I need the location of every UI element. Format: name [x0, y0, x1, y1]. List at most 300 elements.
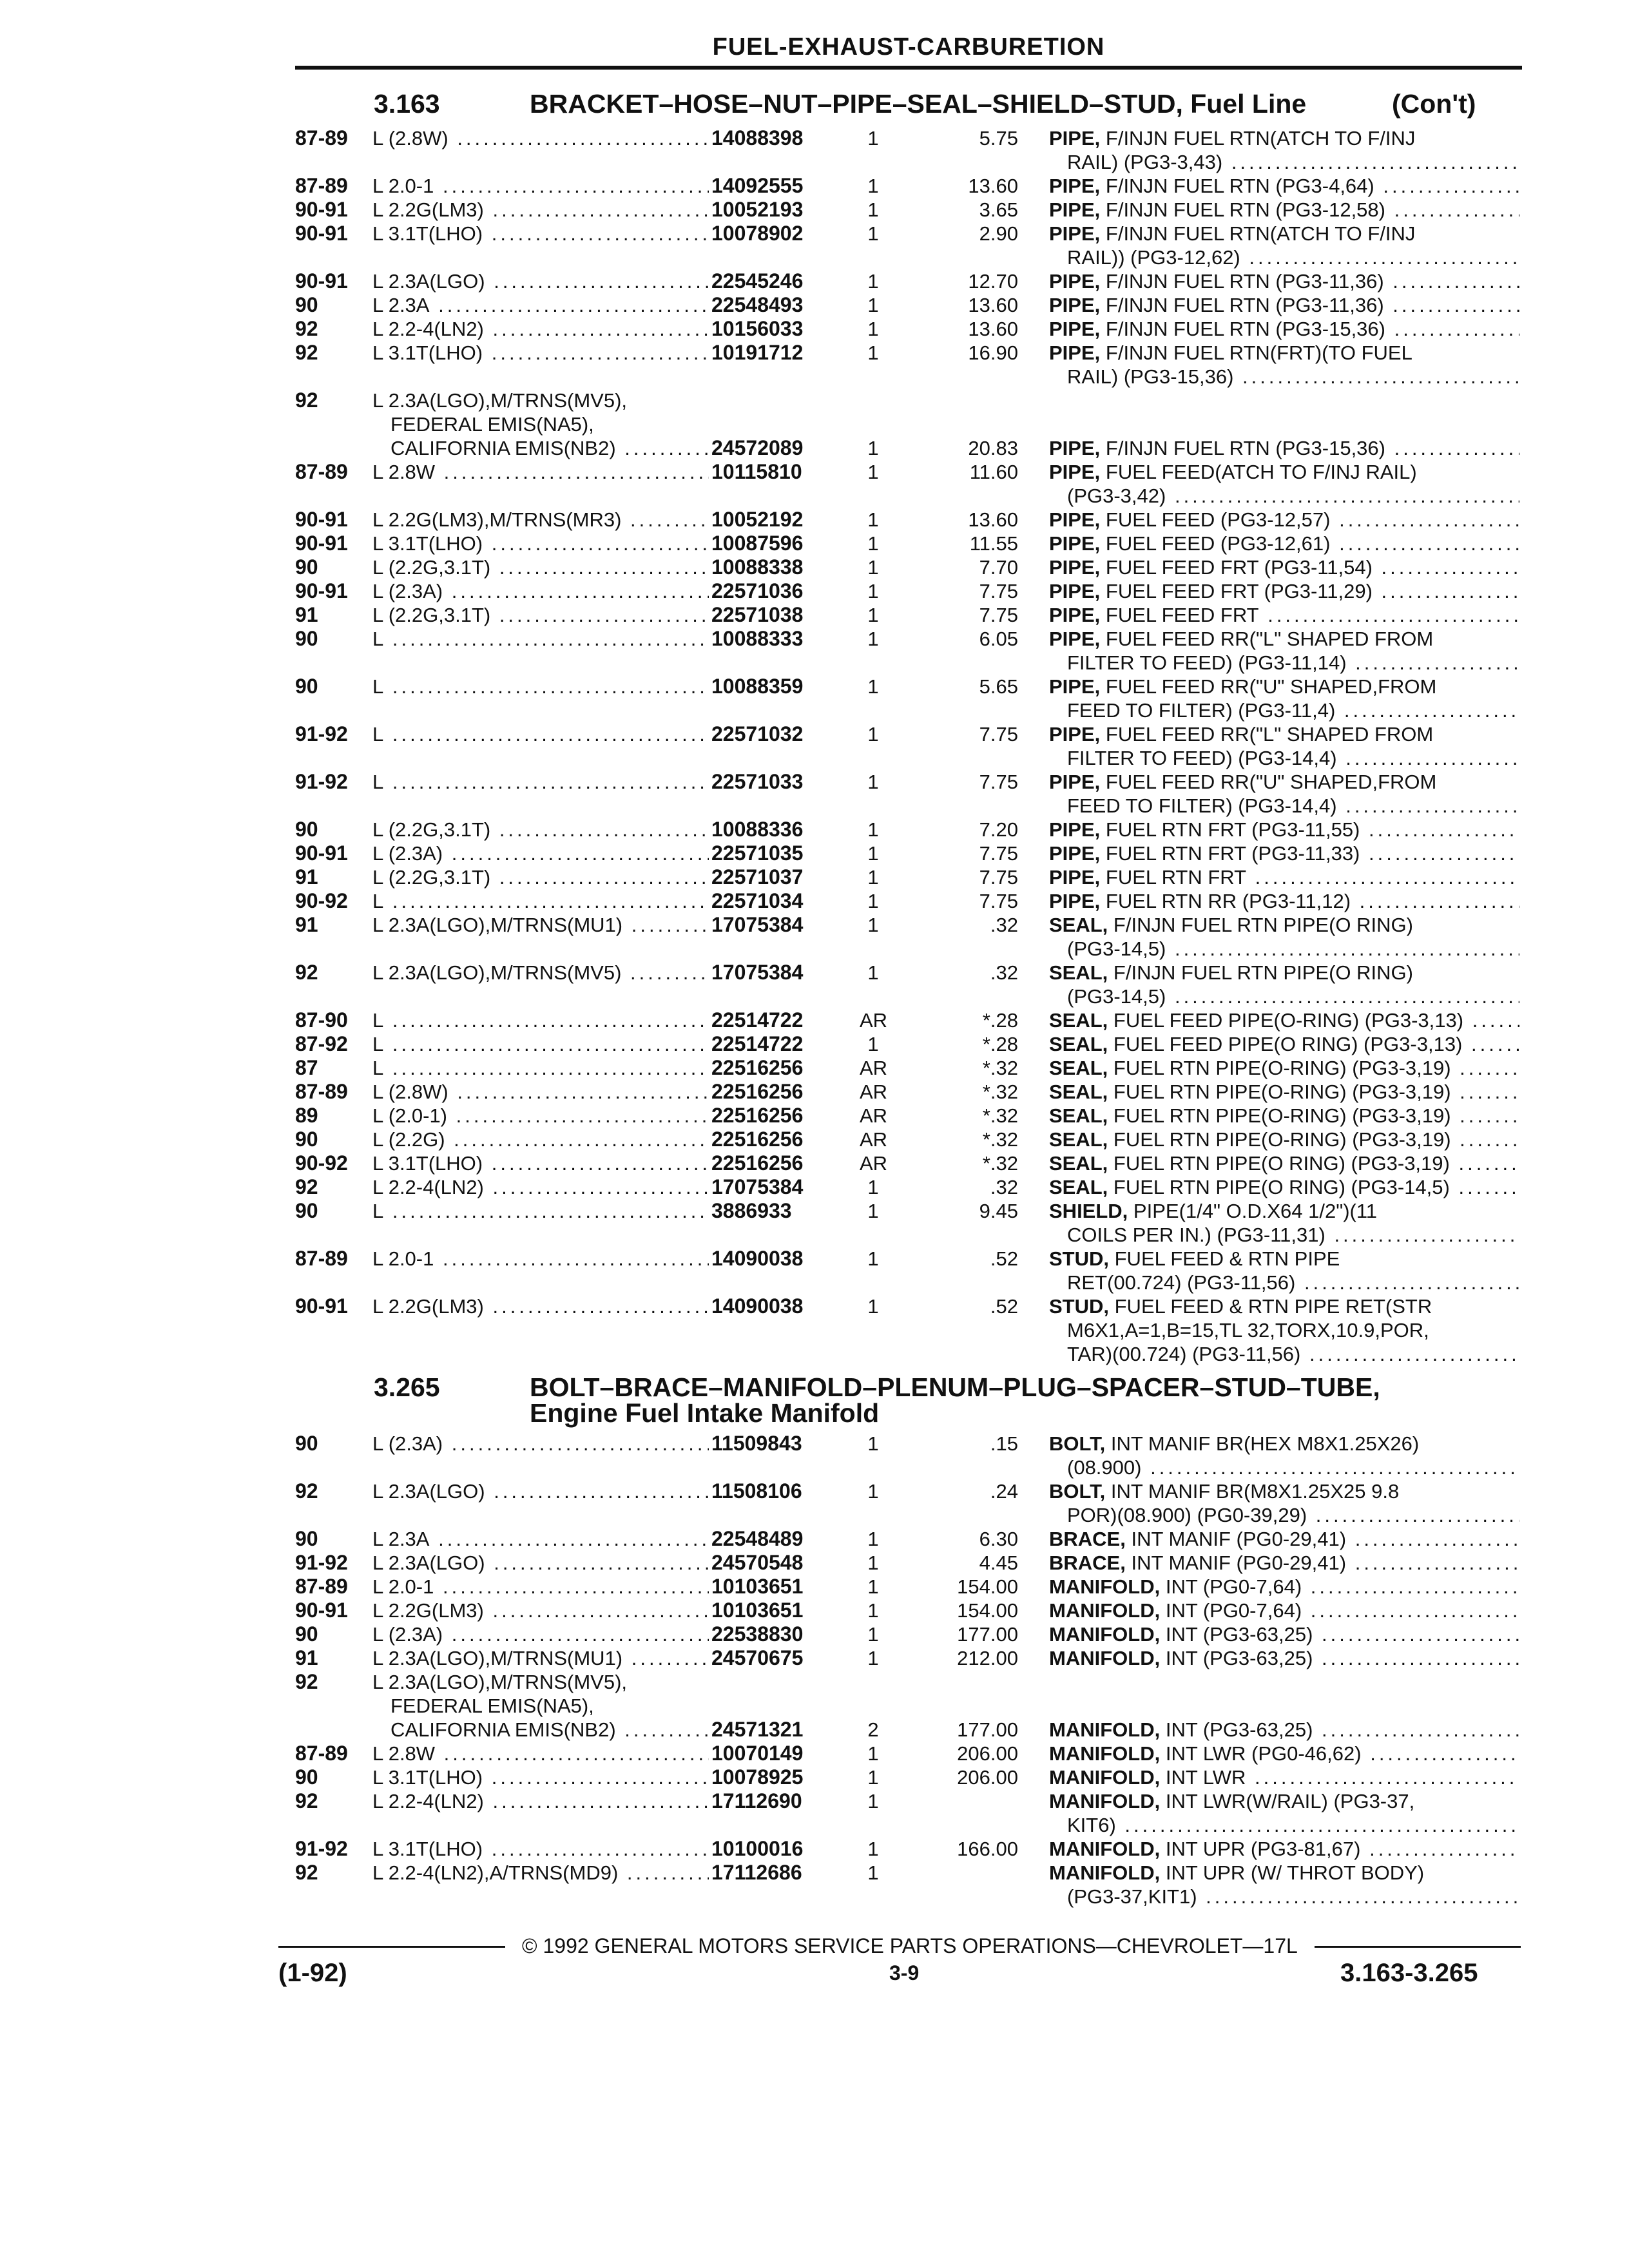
fitment: L (2.3A) ..... — [372, 841, 709, 865]
quantity: 1 — [867, 556, 879, 579]
description — [1049, 532, 1519, 555]
description-continued: (PG3-14,5) ..... — [1067, 937, 1519, 961]
description-text: FUEL FEED PIPE(O RING) (PG3-3,13) — [1113, 1033, 1463, 1055]
quantity: 1 — [867, 628, 879, 650]
description-text: FUEL RTN FRT (PG3-11,33) — [1105, 842, 1360, 865]
description-text: FUEL FEED RR("L" SHAPED FROM — [1105, 723, 1434, 745]
part-number: 24570548 — [711, 1551, 804, 1574]
part-number: 14088398 — [711, 126, 804, 149]
description — [1049, 1527, 1519, 1551]
price: 7.75 — [979, 604, 1018, 626]
section-title: BRACKET–HOSE–NUT–PIPE–SEAL–SHIELD–STUD, Fuel Line — [530, 89, 1307, 119]
fitment: L 2.8W ..... — [372, 1742, 709, 1765]
description-text: INT MANIF BR(M8X1.25X25 9.8 — [1110, 1480, 1400, 1503]
fitment: L 3.1T(LHO) ..... — [372, 1837, 709, 1861]
part-number: 10088338 — [711, 555, 804, 579]
price: 9.45 — [979, 1200, 1018, 1222]
price: 11.60 — [969, 461, 1018, 483]
part-name: PIPE, — [1049, 866, 1101, 889]
quantity: 1 — [867, 222, 879, 245]
description-text: PIPE(1/4" O.D.X64 1/2")(11 — [1133, 1200, 1378, 1222]
description-text: FUEL FEED RR("U" SHAPED,FROM — [1105, 771, 1437, 793]
price: 11.55 — [969, 532, 1018, 555]
description — [1049, 508, 1519, 532]
description-continued: FILTER TO FEED) (PG3-14,4) ..... — [1067, 746, 1519, 770]
description-text: INT (PG3-63,25) — [1165, 1718, 1313, 1741]
description — [1049, 1151, 1519, 1175]
part-number: 22548489 — [711, 1527, 804, 1550]
fitment: L 3.1T(LHO) ..... — [372, 532, 709, 555]
model-years: 90-92 — [295, 1151, 348, 1175]
model-years: 90 — [295, 1765, 318, 1789]
part-number: 22514722 — [711, 1032, 804, 1055]
description-text: F/INJN FUEL RTN (PG3-11,36) — [1105, 270, 1384, 293]
quantity: 1 — [867, 1575, 879, 1598]
part-name: STUD, — [1049, 1247, 1109, 1270]
description-text: INT LWR(W/RAIL) (PG3-37, — [1165, 1790, 1415, 1812]
fitment: L (2.2G,3.1T) ..... — [372, 865, 709, 889]
fitment: L ..... — [372, 1199, 709, 1223]
fitment: L 3.1T(LHO) ..... — [372, 341, 709, 365]
quantity: 1 — [867, 890, 879, 912]
description-continued: RAIL)) (PG3-12,62) ..... — [1067, 245, 1519, 269]
fitment: FEDERAL EMIS(NA5), — [390, 1695, 594, 1717]
description — [1049, 1551, 1519, 1575]
description-text: F/INJN FUEL RTN(FRT)(TO FUEL — [1105, 341, 1412, 364]
model-years: 87-89 — [295, 1575, 348, 1598]
model-years: 90-91 — [295, 269, 348, 293]
fitment: L ..... — [372, 1032, 709, 1056]
description-text: FUEL RTN PIPE(O-RING) (PG3-3,19) — [1113, 1081, 1451, 1103]
description-text: FUEL RTN RR (PG3-11,12) — [1105, 890, 1351, 912]
section-continued: (Con't) — [1392, 89, 1476, 119]
description — [1049, 818, 1519, 841]
part-number: 11508106 — [711, 1479, 802, 1503]
part-number: 10052193 — [711, 198, 804, 221]
fitment: L (2.3A) ..... — [372, 1622, 709, 1646]
part-number: 22571036 — [711, 579, 804, 602]
price: 177.00 — [957, 1623, 1018, 1646]
fitment: L ..... — [372, 770, 709, 794]
fitment: L 2.2G(LM3) ..... — [372, 1599, 709, 1622]
price: 13.60 — [968, 318, 1018, 340]
fitment: L 2.3A(LGO),M/TRNS(MV5), — [372, 1671, 628, 1693]
quantity: 1 — [867, 1838, 879, 1860]
description — [1049, 126, 1519, 150]
price: 154.00 — [957, 1599, 1018, 1622]
part-number: 10100016 — [711, 1837, 804, 1860]
description-text: F/INJN FUEL RTN(ATCH TO F/INJ — [1105, 222, 1416, 245]
description-continued: (PG3-37,KIT1) ..... — [1067, 1885, 1519, 1908]
description-text: FUEL FEED PIPE(O-RING) (PG3-3,13) — [1113, 1009, 1464, 1032]
model-years: 91 — [295, 1646, 318, 1669]
description — [1049, 1479, 1519, 1503]
description-continued: (PG3-3,42) ..... — [1067, 484, 1519, 508]
part-number: 22514722 — [711, 1008, 804, 1032]
part-number: 10078902 — [711, 222, 804, 245]
model-years: 90-91 — [295, 222, 348, 245]
quantity: 1 — [867, 914, 879, 936]
description-continued: M6X1,A=1,B=15,TL 32,TORX,10.9,POR, — [1067, 1319, 1429, 1341]
part-number: 22516256 — [711, 1151, 804, 1175]
part-name: PIPE, — [1049, 127, 1101, 149]
part-number: 10103651 — [711, 1599, 804, 1622]
part-number: 14090038 — [711, 1247, 804, 1270]
model-years: 87 — [295, 1056, 318, 1079]
description — [1049, 1765, 1519, 1789]
description-continued: POR)(08.900) (PG0-39,29) ..... — [1067, 1503, 1519, 1527]
part-number: 24571321 — [711, 1718, 804, 1741]
fitment: L ..... — [372, 722, 709, 746]
description-text: FUEL FEED(ATCH TO F/INJ RAIL) — [1105, 461, 1417, 483]
part-number: 22571035 — [711, 841, 804, 865]
description-text: FUEL RTN PIPE(O-RING) (PG3-3,19) — [1113, 1104, 1451, 1127]
description-continued: FEED TO FILTER) (PG3-11,4) ..... — [1067, 698, 1519, 722]
fitment: L 2.2-4(LN2) ..... — [372, 317, 709, 341]
model-years: 91-92 — [295, 1551, 348, 1574]
description — [1049, 317, 1519, 341]
fitment: L 2.2G(LM3) ..... — [372, 1294, 709, 1318]
description-text: FUEL FEED RR("U" SHAPED,FROM — [1105, 675, 1437, 698]
description-text: FUEL FEED FRT — [1105, 604, 1259, 626]
part-number: 10156033 — [711, 317, 804, 340]
description-text: FUEL FEED RR("L" SHAPED FROM — [1105, 628, 1434, 650]
fitment: L (2.0-1) ..... — [372, 1104, 709, 1128]
model-years: 92 — [295, 1861, 318, 1884]
model-years: 90-91 — [295, 579, 348, 602]
description-text: FUEL RTN FRT (PG3-11,55) — [1105, 818, 1360, 841]
part-name: MANIFOLD, — [1049, 1861, 1161, 1884]
model-years: 90 — [295, 1527, 318, 1550]
part-name: PIPE, — [1049, 604, 1101, 626]
model-years: 90 — [295, 1622, 318, 1646]
quantity: 1 — [867, 723, 879, 745]
price: 2.90 — [979, 222, 1018, 245]
fitment: L 2.3A(LGO),M/TRNS(MU1) ..... — [372, 913, 709, 937]
fitment: L (2.3A) ..... — [372, 1432, 709, 1456]
model-years: 90-91 — [295, 508, 348, 531]
part-name: PIPE, — [1049, 723, 1101, 745]
part-name: PIPE, — [1049, 508, 1101, 531]
price: 4.45 — [979, 1552, 1018, 1574]
description — [1049, 1294, 1519, 1318]
part-name: SEAL, — [1049, 1152, 1108, 1175]
fitment: L 2.3A ..... — [372, 1527, 709, 1551]
quantity: AR — [860, 1104, 888, 1127]
model-years: 87-89 — [295, 126, 348, 149]
part-name: MANIFOLD, — [1049, 1790, 1161, 1812]
description-text: FUEL FEED (PG3-12,57) — [1105, 508, 1331, 531]
quantity: 1 — [867, 866, 879, 889]
description — [1049, 1247, 1519, 1271]
model-years: 90 — [295, 675, 318, 698]
price: 7.70 — [979, 556, 1018, 579]
description-continued: RAIL) (PG3-15,36) ..... — [1067, 365, 1519, 389]
fitment: L 2.0-1 ..... — [372, 1575, 709, 1599]
quantity: 1 — [867, 198, 879, 221]
description — [1049, 627, 1519, 651]
price: .15 — [990, 1432, 1018, 1455]
description-continued: (08.900) ..... — [1067, 1456, 1519, 1479]
price: 7.75 — [979, 866, 1018, 889]
part-number: 17112686 — [711, 1861, 802, 1884]
model-years: 87-89 — [295, 1247, 348, 1270]
part-number: 14092555 — [711, 174, 804, 197]
model-years: 91 — [295, 603, 318, 626]
fitment: L (2.8W) ..... — [372, 126, 709, 150]
model-years: 90-91 — [295, 841, 348, 865]
description — [1049, 1432, 1519, 1456]
price: 7.20 — [979, 818, 1018, 841]
description-text: F/INJN FUEL RTN (PG3-15,36) — [1105, 318, 1385, 340]
part-number: 22571037 — [711, 865, 804, 889]
part-number: 14090038 — [711, 1294, 804, 1318]
price: *.32 — [982, 1104, 1018, 1127]
model-years: 90 — [295, 293, 318, 316]
price: .24 — [990, 1480, 1018, 1503]
price: 166.00 — [957, 1838, 1018, 1860]
price: 7.75 — [979, 580, 1018, 602]
price: .32 — [990, 914, 1018, 936]
part-name: MANIFOLD, — [1049, 1575, 1161, 1598]
fitment: L ..... — [372, 1008, 709, 1032]
part-name: SHIELD, — [1049, 1200, 1128, 1222]
part-name: MANIFOLD, — [1049, 1623, 1161, 1646]
description — [1049, 1789, 1519, 1813]
fitment: L ..... — [372, 889, 709, 913]
part-number: 10088333 — [711, 627, 804, 650]
part-number: 22571032 — [711, 722, 804, 745]
part-name: MANIFOLD, — [1049, 1838, 1161, 1860]
description — [1049, 1646, 1519, 1670]
part-name: SEAL, — [1049, 961, 1108, 984]
price: 12.70 — [968, 270, 1018, 293]
part-number: 22516256 — [711, 1080, 804, 1103]
model-years: 92 — [295, 1789, 318, 1812]
part-name: PIPE, — [1049, 771, 1101, 793]
description-text: INT MANIF (PG0-29,41) — [1131, 1528, 1347, 1550]
fitment: L 2.2-4(LN2),A/TRNS(MD9) ..... — [372, 1861, 709, 1885]
model-years: 90 — [295, 818, 318, 841]
description — [1049, 1742, 1519, 1765]
part-number: 22538830 — [711, 1622, 804, 1646]
part-name: PIPE, — [1049, 675, 1101, 698]
part-number: 22571034 — [711, 889, 804, 912]
quantity: 1 — [867, 1432, 879, 1455]
fitment: L 2.3A(LGO),M/TRNS(MV5) ..... — [372, 961, 709, 985]
model-years: 90 — [295, 627, 318, 650]
description-text: INT UPR (W/ THROT BODY) — [1165, 1861, 1425, 1884]
description — [1049, 460, 1519, 484]
fitment: FEDERAL EMIS(NA5), — [390, 413, 594, 436]
description-text: F/INJN FUEL RTN (PG3-12,58) — [1105, 198, 1385, 221]
part-name: SEAL, — [1049, 1081, 1108, 1103]
quantity: 1 — [867, 1766, 879, 1789]
fitment: L 2.3A(LGO) ..... — [372, 1479, 709, 1503]
fitment: L 3.1T(LHO) ..... — [372, 1151, 709, 1175]
quantity: 1 — [867, 461, 879, 483]
model-years: 90-91 — [295, 1599, 348, 1622]
description-text: FUEL FEED FRT (PG3-11,54) — [1105, 556, 1373, 579]
fitment: L 2.3A ..... — [372, 293, 709, 317]
quantity: AR — [860, 1081, 888, 1103]
description — [1049, 1056, 1519, 1080]
description-text: FUEL RTN FRT — [1105, 866, 1247, 889]
description-text: INT LWR — [1165, 1766, 1246, 1789]
fitment: L ..... — [372, 675, 709, 698]
description-text: INT (PG3-63,25) — [1165, 1647, 1313, 1669]
model-years: 92 — [295, 961, 318, 984]
model-years: 90 — [295, 555, 318, 579]
part-name: MANIFOLD, — [1049, 1766, 1161, 1789]
fitment: L 2.3A(LGO) ..... — [372, 1551, 709, 1575]
part-number: 10078925 — [711, 1765, 804, 1789]
quantity: 1 — [867, 1599, 879, 1622]
price: 16.90 — [968, 341, 1018, 364]
description — [1049, 555, 1519, 579]
quantity: 1 — [867, 1647, 879, 1669]
quantity: 1 — [867, 318, 879, 340]
part-number: 10115810 — [711, 460, 802, 483]
description — [1049, 174, 1519, 198]
quantity: AR — [860, 1009, 888, 1032]
section-range: 3.163-3.265 — [1340, 1959, 1478, 1987]
part-name: PIPE, — [1049, 842, 1101, 865]
model-years: 92 — [295, 1670, 318, 1693]
description — [1049, 841, 1519, 865]
description-continued: FEED TO FILTER) (PG3-14,4) ..... — [1067, 794, 1519, 818]
description — [1049, 1128, 1519, 1151]
description — [1049, 1837, 1519, 1861]
description-text: FUEL FEED (PG3-12,61) — [1105, 532, 1331, 555]
fitment: L 3.1T(LHO) ..... — [372, 1765, 709, 1789]
quantity: 1 — [867, 341, 879, 364]
description-text: F/INJN FUEL RTN (PG3-15,36) — [1105, 437, 1385, 459]
description-text: F/INJN FUEL RTN PIPE(O RING) — [1113, 961, 1413, 984]
part-name: PIPE, — [1049, 461, 1101, 483]
quantity: 1 — [867, 175, 879, 197]
price: 6.30 — [979, 1528, 1018, 1550]
description-text: INT MANIF (PG0-29,41) — [1131, 1552, 1347, 1574]
fitment: L (2.2G,3.1T) ..... — [372, 818, 709, 841]
part-number: 22516256 — [711, 1104, 804, 1127]
description-text: INT UPR (PG3-81,67) — [1165, 1838, 1361, 1860]
revision-date: (1-92) — [278, 1959, 347, 1987]
price: 206.00 — [957, 1742, 1018, 1765]
part-name: PIPE, — [1049, 341, 1101, 364]
price: 13.60 — [968, 508, 1018, 531]
description — [1049, 889, 1519, 913]
part-name: SEAL, — [1049, 1104, 1108, 1127]
price: 5.65 — [979, 675, 1018, 698]
quantity: 1 — [867, 1176, 879, 1198]
price: *.32 — [982, 1152, 1018, 1175]
part-number: 17112690 — [711, 1789, 802, 1812]
fitment: CALIFORNIA EMIS(NB2) ..... — [390, 436, 709, 460]
description — [1049, 293, 1519, 317]
model-years: 87-89 — [295, 460, 348, 483]
price: 154.00 — [957, 1575, 1018, 1598]
quantity: 1 — [867, 1790, 879, 1812]
description — [1049, 1199, 1519, 1223]
description — [1049, 913, 1519, 937]
quantity: 2 — [867, 1718, 879, 1741]
quantity: 1 — [867, 508, 879, 531]
fitment: L (2.2G,3.1T) ..... — [372, 555, 709, 579]
description — [1049, 1622, 1519, 1646]
fitment: L 2.3A(LGO),M/TRNS(MV5), — [372, 389, 628, 412]
part-name: PIPE, — [1049, 628, 1101, 650]
description — [1049, 1008, 1519, 1032]
quantity: AR — [860, 1152, 888, 1175]
description — [1049, 675, 1519, 698]
description-text: FUEL FEED & RTN PIPE RET(STR — [1114, 1295, 1432, 1318]
part-name: PIPE, — [1049, 270, 1101, 293]
model-years: 92 — [295, 1479, 318, 1503]
price: 206.00 — [957, 1766, 1018, 1789]
description-text: INT (PG3-63,25) — [1165, 1623, 1313, 1646]
price: .32 — [990, 961, 1018, 984]
part-number: 3886933 — [711, 1199, 792, 1222]
part-name: BRACE, — [1049, 1528, 1126, 1550]
description — [1049, 1718, 1519, 1742]
description — [1049, 436, 1519, 460]
section-number: 3.163 — [374, 89, 440, 119]
quantity: 1 — [867, 961, 879, 984]
model-years: 92 — [295, 389, 318, 412]
price: .52 — [990, 1295, 1018, 1318]
model-years: 90-92 — [295, 889, 348, 912]
description-text: FUEL RTN PIPE(O RING) (PG3-3,19) — [1113, 1152, 1450, 1175]
price: 6.05 — [979, 628, 1018, 650]
part-number: 10087596 — [711, 532, 804, 555]
part-name: SEAL, — [1049, 1128, 1108, 1151]
part-name: SEAL, — [1049, 1033, 1108, 1055]
part-name: PIPE, — [1049, 532, 1101, 555]
quantity: 1 — [867, 1623, 879, 1646]
part-number: 22571033 — [711, 770, 804, 793]
fitment: L 2.0-1 ..... — [372, 1247, 709, 1271]
description-continued: TAR)(00.724) (PG3-11,56) ..... — [1067, 1342, 1519, 1366]
part-number: 22548493 — [711, 293, 804, 316]
part-number: 24570675 — [711, 1646, 804, 1669]
price: 13.60 — [968, 175, 1018, 197]
model-years: 91-92 — [295, 1837, 348, 1860]
quantity: 1 — [867, 842, 879, 865]
model-years: 87-89 — [295, 1742, 348, 1765]
part-name: BRACE, — [1049, 1552, 1126, 1574]
section-subtitle: Engine Fuel Intake Manifold — [530, 1398, 880, 1428]
fitment: L ..... — [372, 627, 709, 651]
quantity: 1 — [867, 532, 879, 555]
description — [1049, 770, 1519, 794]
fitment: L (2.2G,3.1T) ..... — [372, 603, 709, 627]
description-text: F/INJN FUEL RTN(ATCH TO F/INJ — [1105, 127, 1416, 149]
price: 212.00 — [957, 1647, 1018, 1669]
fitment: L (2.2G) ..... — [372, 1128, 709, 1151]
description — [1049, 603, 1519, 627]
quantity: 1 — [867, 270, 879, 293]
part-name: PIPE, — [1049, 437, 1101, 459]
description — [1049, 1861, 1519, 1885]
model-years: 92 — [295, 341, 318, 364]
description-continued: KIT6) ..... — [1067, 1813, 1519, 1837]
part-name: PIPE, — [1049, 318, 1101, 340]
model-years: 89 — [295, 1104, 318, 1127]
description — [1049, 222, 1519, 245]
fitment: L 2.3A(LGO) ..... — [372, 269, 709, 293]
price: *.32 — [982, 1128, 1018, 1151]
